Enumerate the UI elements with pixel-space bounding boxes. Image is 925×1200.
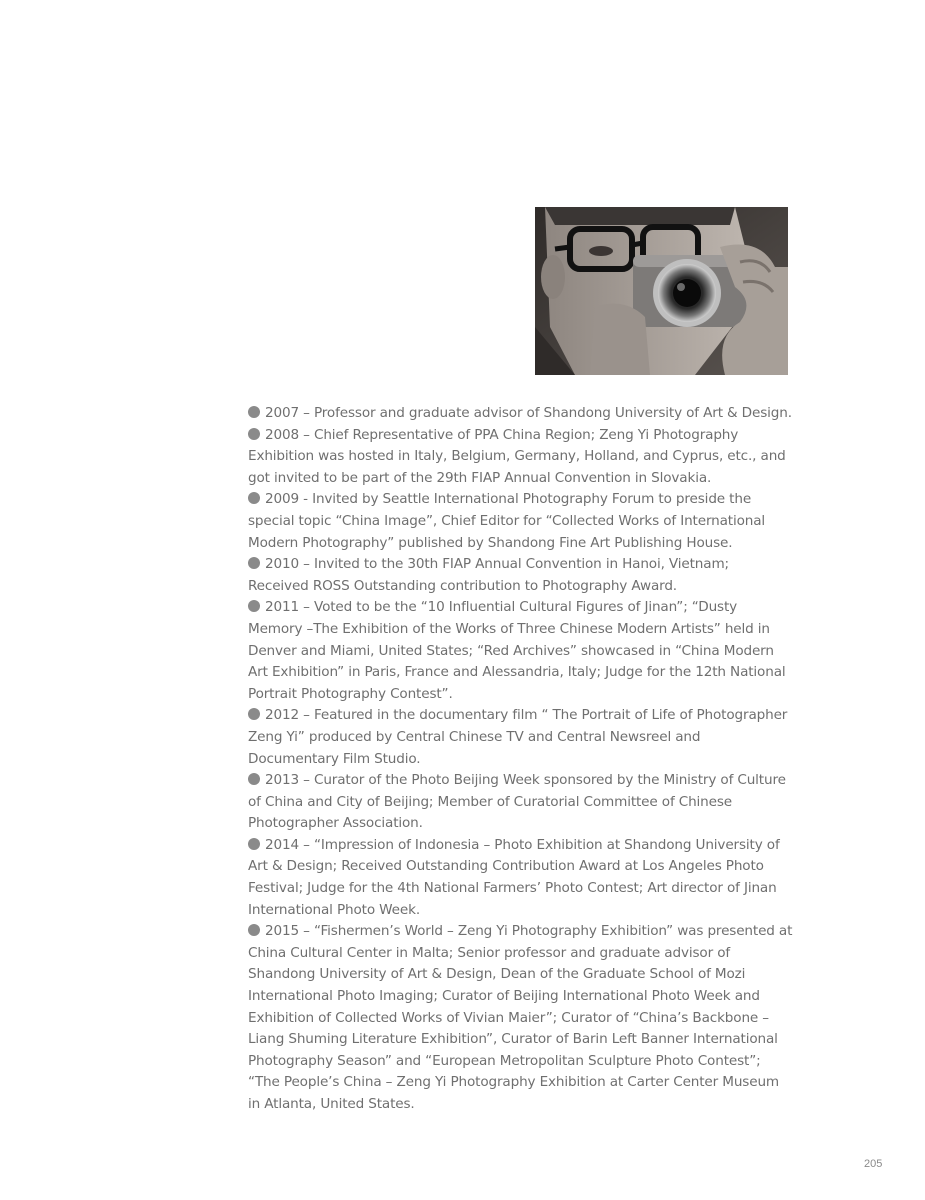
bio-item-2014 — [248, 835, 793, 921]
bio-item-2009 — [248, 489, 793, 554]
bullet-icon — [248, 557, 260, 569]
bio-item-text: 2014 – “Impression of Indonesia – Photo Exhibition at Shandong University of Art & Design; Received Outstanding Contribution Award at Los Angeles Photo Festival; Judge for the 4th National Farmers’ Photo Contest; Art director of Jinan International Photo Week. — [248, 836, 780, 918]
bio-item-2011 — [248, 597, 793, 705]
bio-item-text: 2011 – Voted to be the “10 Influential Cultural Figures of Jinan”; “Dusty Memory –The Exhibition of the Works of Three Chinese Modern Artists” held in Denver and Miami, United States; “Red Archives” showcased in “China Modern Art Exhibition” in Paris, France and Alessandria, Italy; Judge for the 12th National Portrait Photography Contest”. — [248, 599, 786, 702]
bio-item-text: “The People’s China – Zeng Yi Photography Exhibition at Carter Center Museum in Atlanta, United States. — [248, 1074, 780, 1112]
bio-item-2008 — [248, 425, 793, 490]
bio-item-2015-continued — [248, 1072, 793, 1115]
bio-item-text: 2013 – Curator of the Photo Beijing Week sponsored by the Ministry of Culture of China and City of Beijing; Member of Curatorial Committee of Chinese Photographer Association. — [248, 772, 786, 832]
bio-item-2012 — [248, 705, 793, 770]
biography-list — [248, 403, 793, 1116]
bullet-icon — [248, 492, 260, 504]
page-number: 205 — [864, 1158, 883, 1170]
bio-item-2007 — [248, 403, 793, 425]
bullet-icon — [248, 924, 260, 936]
bullet-icon — [248, 406, 260, 418]
bio-item-text: 2010 – Invited to the 30th FIAP Annual Convention in Hanoi, Vietnam; Received ROSS Outstanding contribution to Photography Award. — [248, 556, 729, 594]
bullet-icon — [248, 428, 260, 440]
bio-item-text: 2009 - Invited by Seattle International Photography Forum to preside the special topic “China Image”, Chief Editor for “Collected Works of International Modern Photography” published by Shandong Fine Art Publishing House. — [248, 491, 766, 551]
photographer-portrait-icon — [535, 207, 788, 375]
bio-item-text: 2007 – Professor and graduate advisor of Shandong University of Art & Design. — [265, 405, 792, 421]
bio-item-text: 2015 – “Fishermen’s World – Zeng Yi Photography Exhibition” was presented at China Cultural Center in Malta; Senior professor and graduate advisor of Shandong University of Art & Design, Dean of the Graduate School of Mozi International Photo Imaging; Curator of Beijing International Photo Week and Exhibition of Collected Works of Vivian Maier”; Curator of “China’s Backbone – Liang Shuming Literature Exhibition”, Curator of Barin Left Banner International Photography Season” and “European Metropolitan Sculpture Photo Contest”; — [248, 923, 793, 1069]
portrait-photo — [535, 207, 788, 375]
bio-item-2015 — [248, 921, 793, 1072]
bullet-icon — [248, 600, 260, 612]
bullet-icon — [248, 838, 260, 850]
bullet-icon — [248, 708, 260, 720]
bio-item-text: 2008 – Chief Representative of PPA China Region; Zeng Yi Photography Exhibition was hosted in Italy, Belgium, Germany, Holland, and Cyprus, etc., and got invited to be part of the 29th FIAP Annual Convention in Slovakia. — [248, 426, 786, 486]
bio-item-2013 — [248, 770, 793, 835]
bio-item-text: 2012 – Featured in the documentary film “ The Portrait of Life of Photographer Zeng Yi” produced by Central Chinese TV and Central Newsreel and Documentary Film Studio. — [248, 707, 788, 767]
bio-item-2010 — [248, 554, 793, 597]
bullet-icon — [248, 773, 260, 785]
